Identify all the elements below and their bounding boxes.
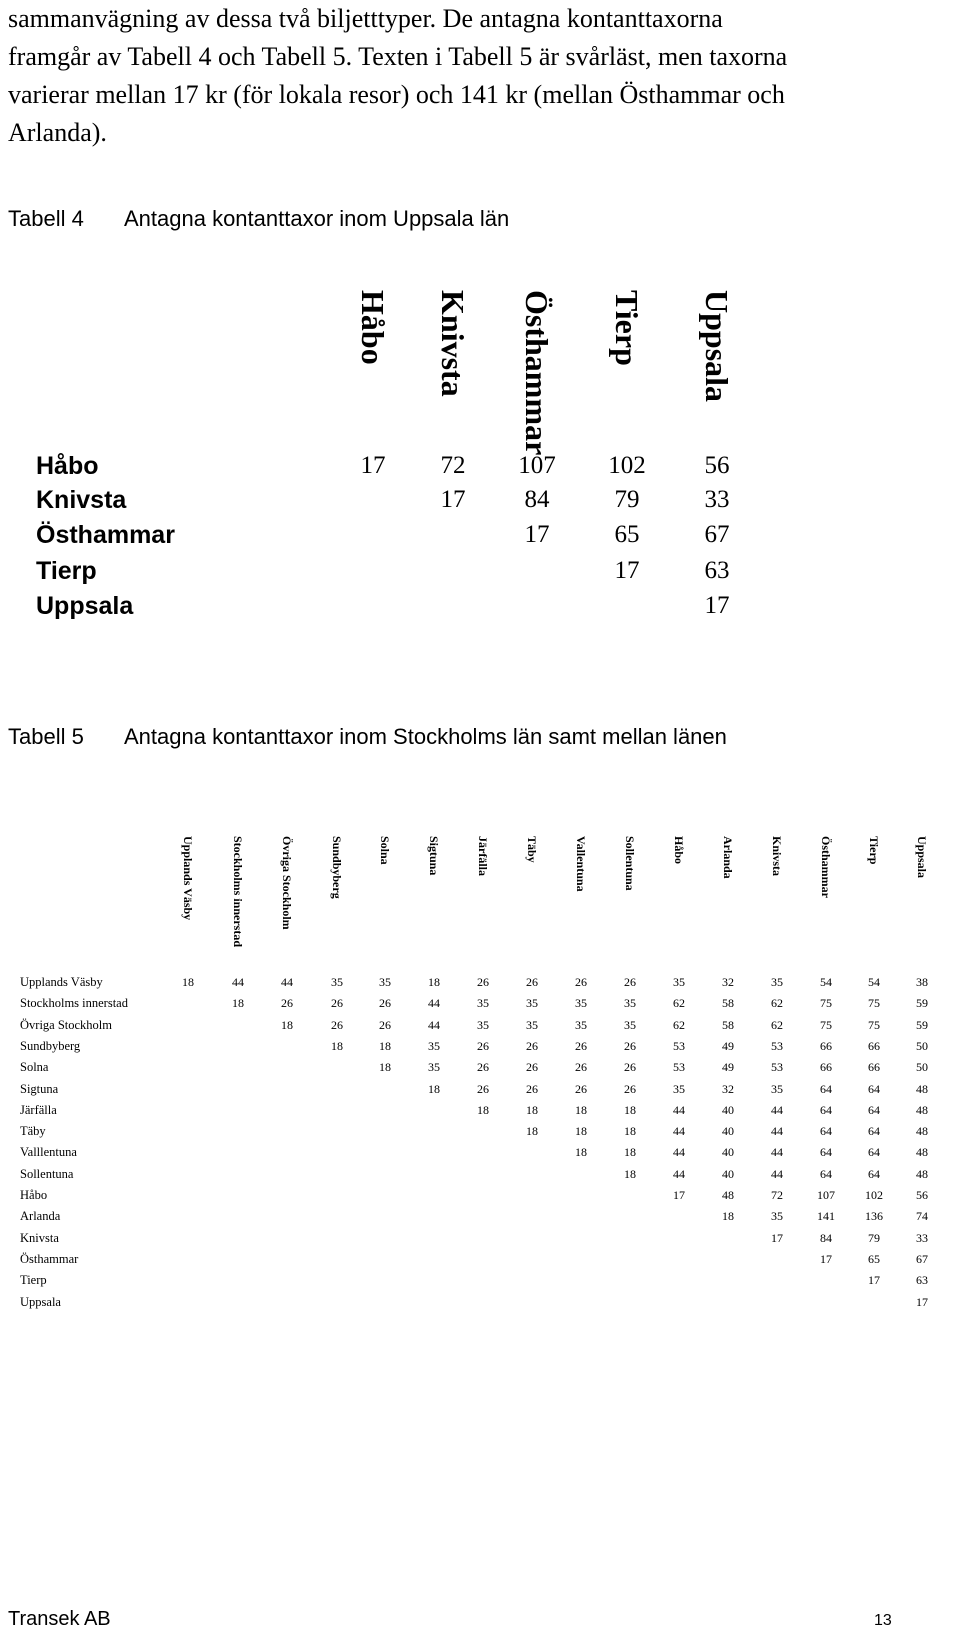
table5-cell: 17 bbox=[820, 1251, 832, 1266]
table5-row-label: Stockholms innerstad bbox=[20, 996, 128, 1011]
table5-cell: 35 bbox=[673, 975, 685, 989]
table5-cell: 17 bbox=[673, 1188, 685, 1202]
table5-cell: 44 bbox=[673, 1102, 685, 1117]
table5-cell: 48 bbox=[916, 1145, 928, 1160]
table5-cell: 26 bbox=[331, 996, 343, 1011]
table5-cell: 44 bbox=[771, 1145, 783, 1160]
table5-cell: 50 bbox=[916, 1038, 928, 1053]
table5-cell: 44 bbox=[673, 1145, 685, 1160]
table4-cell: 102 bbox=[608, 452, 646, 479]
table5-column-header: Täby bbox=[525, 836, 539, 863]
table5-cell: 66 bbox=[868, 1038, 880, 1053]
table4-row-label: Östhammar bbox=[36, 521, 175, 549]
table4-cell: 17 bbox=[440, 486, 466, 513]
table5-cell: 75 bbox=[868, 996, 880, 1011]
table5-cell: 75 bbox=[868, 1017, 880, 1032]
table5-cell: 26 bbox=[477, 1060, 489, 1075]
table5-cell: 64 bbox=[868, 1081, 880, 1096]
table5-row-label: Sigtuna bbox=[20, 1081, 59, 1096]
table5-cell: 75 bbox=[820, 996, 832, 1011]
table5-cell: 54 bbox=[868, 975, 880, 989]
table5-cell: 26 bbox=[477, 1081, 489, 1096]
table5-column-header: Sollentuna bbox=[623, 836, 637, 891]
table4-caption bbox=[8, 206, 509, 232]
table4-row-label: Tierp bbox=[36, 557, 97, 585]
table5-cell: 53 bbox=[673, 1038, 685, 1053]
table5-column-header: Upplands Väsby bbox=[181, 836, 195, 921]
table5-cell: 35 bbox=[379, 975, 391, 989]
table5-cell: 74 bbox=[916, 1209, 928, 1224]
table5-cell: 67 bbox=[916, 1251, 928, 1266]
table5-cell: 49 bbox=[722, 1038, 734, 1053]
table4-column-header: Östhammar bbox=[519, 290, 555, 456]
table5-cell: 26 bbox=[575, 1060, 587, 1075]
table4-cell: 79 bbox=[614, 486, 640, 513]
table5-cell: 18 bbox=[575, 1102, 587, 1117]
table5-title: Antagna kontanttaxor inom Stockholms län samt mellan länen bbox=[124, 724, 727, 749]
table5-cell: 48 bbox=[916, 1166, 928, 1181]
intro-line: Arlanda). bbox=[8, 118, 107, 147]
table5-row-label: Håbo bbox=[20, 1188, 48, 1202]
table5-cell: 53 bbox=[673, 1060, 685, 1075]
table4-row-label: Uppsala bbox=[36, 592, 134, 620]
table5-column-header: Sundbyberg bbox=[330, 836, 344, 899]
table5-cell: 62 bbox=[673, 1017, 685, 1032]
table5-cell: 26 bbox=[526, 1081, 538, 1096]
table5-cell: 18 bbox=[575, 1145, 587, 1160]
page-number: 13 bbox=[874, 1612, 892, 1629]
table5-cell: 26 bbox=[624, 975, 636, 989]
table5-cell: 64 bbox=[820, 1081, 832, 1096]
intro-line: sammanvägning av dessa två biljetttyper. De antagna kontanttaxorna bbox=[8, 4, 723, 33]
table5-cell: 18 bbox=[624, 1145, 636, 1160]
table5-cell: 26 bbox=[624, 1060, 636, 1075]
table5-cell: 64 bbox=[820, 1124, 832, 1139]
table5-cell: 35 bbox=[428, 1060, 440, 1075]
table5-cell: 18 bbox=[526, 1124, 538, 1139]
table5-cell: 40 bbox=[722, 1124, 734, 1139]
intro-text bbox=[8, 0, 900, 152]
table5-cell: 44 bbox=[771, 1102, 783, 1117]
table4-cell: 67 bbox=[704, 521, 730, 548]
table5-column-header: Järfälla bbox=[476, 836, 490, 876]
table5-cell: 64 bbox=[868, 1166, 880, 1181]
table5-cell: 18 bbox=[477, 1102, 489, 1117]
table4-number: Tabell 4 bbox=[8, 206, 84, 231]
table5-cell: 35 bbox=[575, 1017, 587, 1032]
table5-cell: 26 bbox=[331, 1017, 343, 1032]
table5-cell: 35 bbox=[771, 975, 783, 989]
table5-cell: 32 bbox=[722, 975, 734, 989]
table5-cell: 18 bbox=[624, 1102, 636, 1117]
table5-row-label: Arlanda bbox=[20, 1209, 61, 1224]
table5-cell: 44 bbox=[232, 975, 244, 989]
table5-cell: 18 bbox=[428, 1081, 440, 1096]
table5-cell: 48 bbox=[916, 1124, 928, 1139]
table4-column-header: Tierp bbox=[609, 290, 645, 366]
table5-cell: 18 bbox=[428, 975, 440, 989]
table5-cell: 64 bbox=[820, 1145, 832, 1160]
table5-cell: 44 bbox=[673, 1124, 685, 1139]
table5-cell: 64 bbox=[868, 1145, 880, 1160]
table4-cell: 17 bbox=[614, 557, 640, 584]
table5-cell: 35 bbox=[624, 996, 636, 1011]
table4-column-header: Knivsta bbox=[435, 290, 471, 397]
table5-cell: 35 bbox=[771, 1209, 783, 1224]
table4-cell: 56 bbox=[704, 452, 730, 479]
table5-column-header: Håbo bbox=[672, 836, 686, 865]
table5-cell: 141 bbox=[817, 1209, 835, 1224]
table5-row-label: Sollentuna bbox=[20, 1166, 74, 1181]
table5-cell: 26 bbox=[624, 1038, 636, 1053]
table5-column-header: Sigtuna bbox=[427, 836, 441, 876]
table5-cell: 102 bbox=[865, 1188, 883, 1202]
footer-company: Transek AB bbox=[8, 1608, 111, 1630]
table5-cell: 66 bbox=[820, 1038, 832, 1053]
table5-column-header: Övriga Stockholm bbox=[280, 836, 294, 930]
table5-row-label: Östhammar bbox=[20, 1251, 79, 1266]
table5-row-label: Tierp bbox=[20, 1273, 47, 1288]
table5-cell: 26 bbox=[526, 1038, 538, 1053]
table5-row-label: Sundbyberg bbox=[20, 1038, 81, 1053]
table4-cell: 107 bbox=[518, 452, 556, 479]
table5-row-label: Valllentuna bbox=[20, 1145, 77, 1160]
table5-cell: 17 bbox=[771, 1230, 783, 1245]
table5-column-header: Stockholms innerstad bbox=[231, 836, 245, 948]
table5-cell: 62 bbox=[771, 996, 783, 1011]
table5-cell: 35 bbox=[575, 996, 587, 1011]
table5-cell: 63 bbox=[916, 1273, 928, 1288]
table5-cell: 44 bbox=[428, 996, 440, 1011]
table5-cell: 18 bbox=[575, 1124, 587, 1139]
table4-cell: 63 bbox=[704, 557, 730, 584]
table5-column-header: Arlanda bbox=[721, 836, 735, 879]
intro-line: framgår av Tabell 4 och Tabell 5. Texten i Tabell 5 är svårläst, men taxorna bbox=[8, 42, 788, 71]
table5-cell: 18 bbox=[624, 1124, 636, 1139]
table5-cell: 35 bbox=[477, 996, 489, 1011]
table4-cell: 33 bbox=[704, 486, 730, 513]
table5-cell: 44 bbox=[771, 1166, 783, 1181]
table5-row-label: Uppsala bbox=[20, 1294, 61, 1309]
table5-cell: 26 bbox=[575, 975, 587, 989]
table5-cell: 18 bbox=[182, 975, 194, 989]
table5-cell: 40 bbox=[722, 1145, 734, 1160]
table5-cell: 33 bbox=[916, 1230, 928, 1245]
table5-row-label: Upplands Väsby bbox=[20, 975, 103, 989]
table5-cell: 54 bbox=[820, 975, 832, 989]
table5-row-label: Täby bbox=[20, 1124, 46, 1139]
table4-row-label: Håbo bbox=[36, 452, 99, 480]
table5-number: Tabell 5 bbox=[8, 724, 84, 749]
table5-cell: 26 bbox=[477, 1038, 489, 1053]
table5-cell: 48 bbox=[722, 1188, 734, 1202]
table5-cell: 72 bbox=[771, 1188, 783, 1202]
table5-cell: 58 bbox=[722, 1017, 734, 1032]
table5-row-label: Solna bbox=[20, 1060, 49, 1075]
intro-line: varierar mellan 17 kr (för lokala resor) och 141 kr (mellan Östhammar och bbox=[8, 80, 785, 109]
table4-cell: 17 bbox=[360, 452, 386, 479]
table5-cell: 44 bbox=[281, 975, 293, 989]
table5-cell: 79 bbox=[868, 1230, 880, 1245]
table5-cell: 35 bbox=[771, 1081, 783, 1096]
table5-row-label: Övriga Stockholm bbox=[20, 1017, 113, 1032]
table5-cell: 44 bbox=[771, 1124, 783, 1139]
table5-column-header: Knivsta bbox=[770, 836, 784, 877]
table5-cell: 32 bbox=[722, 1081, 734, 1096]
table4-column-header: Uppsala bbox=[699, 290, 735, 403]
table5-cell: 26 bbox=[281, 996, 293, 1011]
table5-column-header: Vallentuna bbox=[574, 836, 588, 892]
table5-cell: 58 bbox=[722, 996, 734, 1011]
table5-row-label: Järfälla bbox=[20, 1102, 57, 1117]
table5-cell: 48 bbox=[916, 1102, 928, 1117]
table5-cell: 56 bbox=[916, 1188, 928, 1202]
table4-cell: 17 bbox=[704, 592, 730, 619]
table5-cell: 48 bbox=[916, 1081, 928, 1096]
table5-cell: 49 bbox=[722, 1060, 734, 1075]
table5-cell: 35 bbox=[526, 1017, 538, 1032]
table5-caption bbox=[8, 724, 727, 750]
table5-cell: 40 bbox=[722, 1102, 734, 1117]
table5-cell: 26 bbox=[526, 1060, 538, 1075]
table5-cell: 35 bbox=[428, 1038, 440, 1053]
table5-cell: 35 bbox=[673, 1081, 685, 1096]
table5-cell: 18 bbox=[526, 1102, 538, 1117]
table5-cell: 17 bbox=[868, 1273, 880, 1288]
table5-cell: 64 bbox=[820, 1102, 832, 1117]
table5-cell: 44 bbox=[673, 1166, 685, 1181]
table5-cell: 26 bbox=[379, 1017, 391, 1032]
table5-cell: 62 bbox=[771, 1017, 783, 1032]
table5-column-header: Östhammar bbox=[819, 836, 833, 898]
table4-cell: 72 bbox=[440, 452, 466, 479]
table5-cell: 18 bbox=[379, 1060, 391, 1075]
table5-cell: 17 bbox=[916, 1294, 928, 1309]
table5-cell: 66 bbox=[820, 1060, 832, 1075]
table5-cell: 107 bbox=[817, 1188, 835, 1202]
table5-cell: 26 bbox=[526, 975, 538, 989]
table5-cell: 18 bbox=[281, 1017, 293, 1032]
table5-cell: 26 bbox=[624, 1081, 636, 1096]
table4-cell: 65 bbox=[614, 521, 640, 548]
table5-cell: 44 bbox=[428, 1017, 440, 1032]
table5-cell: 64 bbox=[820, 1166, 832, 1181]
table5-cell: 35 bbox=[477, 1017, 489, 1032]
table5-cell: 35 bbox=[624, 1017, 636, 1032]
table5-cell: 35 bbox=[331, 975, 343, 989]
table5-cell: 35 bbox=[526, 996, 538, 1011]
table5-cell: 40 bbox=[722, 1166, 734, 1181]
table4-cell: 17 bbox=[524, 521, 550, 548]
table4-cell: 84 bbox=[524, 486, 550, 513]
table5-cell: 84 bbox=[820, 1230, 832, 1245]
table5-row-label: Knivsta bbox=[20, 1230, 59, 1245]
table5-cell: 18 bbox=[331, 1038, 343, 1053]
table5-cell: 50 bbox=[916, 1060, 928, 1075]
table5-cell: 66 bbox=[868, 1060, 880, 1075]
table5-column-header: Uppsala bbox=[915, 836, 929, 879]
table5-column-header: Solna bbox=[378, 836, 392, 865]
table5-cell: 26 bbox=[477, 975, 489, 989]
table5-cell: 18 bbox=[624, 1166, 636, 1181]
table5-column-header: Tierp bbox=[867, 836, 881, 865]
table5-cell: 59 bbox=[916, 996, 928, 1011]
table5-cell: 26 bbox=[575, 1081, 587, 1096]
table5-cell: 26 bbox=[379, 996, 391, 1011]
table5-cell: 136 bbox=[865, 1209, 883, 1224]
table4-title: Antagna kontanttaxor inom Uppsala län bbox=[124, 206, 510, 231]
table5-cell: 59 bbox=[916, 1017, 928, 1032]
table5-cell: 38 bbox=[916, 975, 928, 989]
table5-cell: 75 bbox=[820, 1017, 832, 1032]
table5-cell: 65 bbox=[868, 1251, 880, 1266]
table4-column-header: Håbo bbox=[355, 290, 391, 365]
table5-cell: 18 bbox=[722, 1209, 734, 1224]
table5-cell: 64 bbox=[868, 1102, 880, 1117]
table4-row-label: Knivsta bbox=[36, 486, 127, 514]
table5-cell: 53 bbox=[771, 1060, 783, 1075]
table5-cell: 53 bbox=[771, 1038, 783, 1053]
table5-cell: 26 bbox=[575, 1038, 587, 1053]
table5-cell: 18 bbox=[232, 996, 244, 1011]
table5-cell: 62 bbox=[673, 996, 685, 1011]
table5-cell: 64 bbox=[868, 1124, 880, 1139]
table5-cell: 18 bbox=[379, 1038, 391, 1053]
